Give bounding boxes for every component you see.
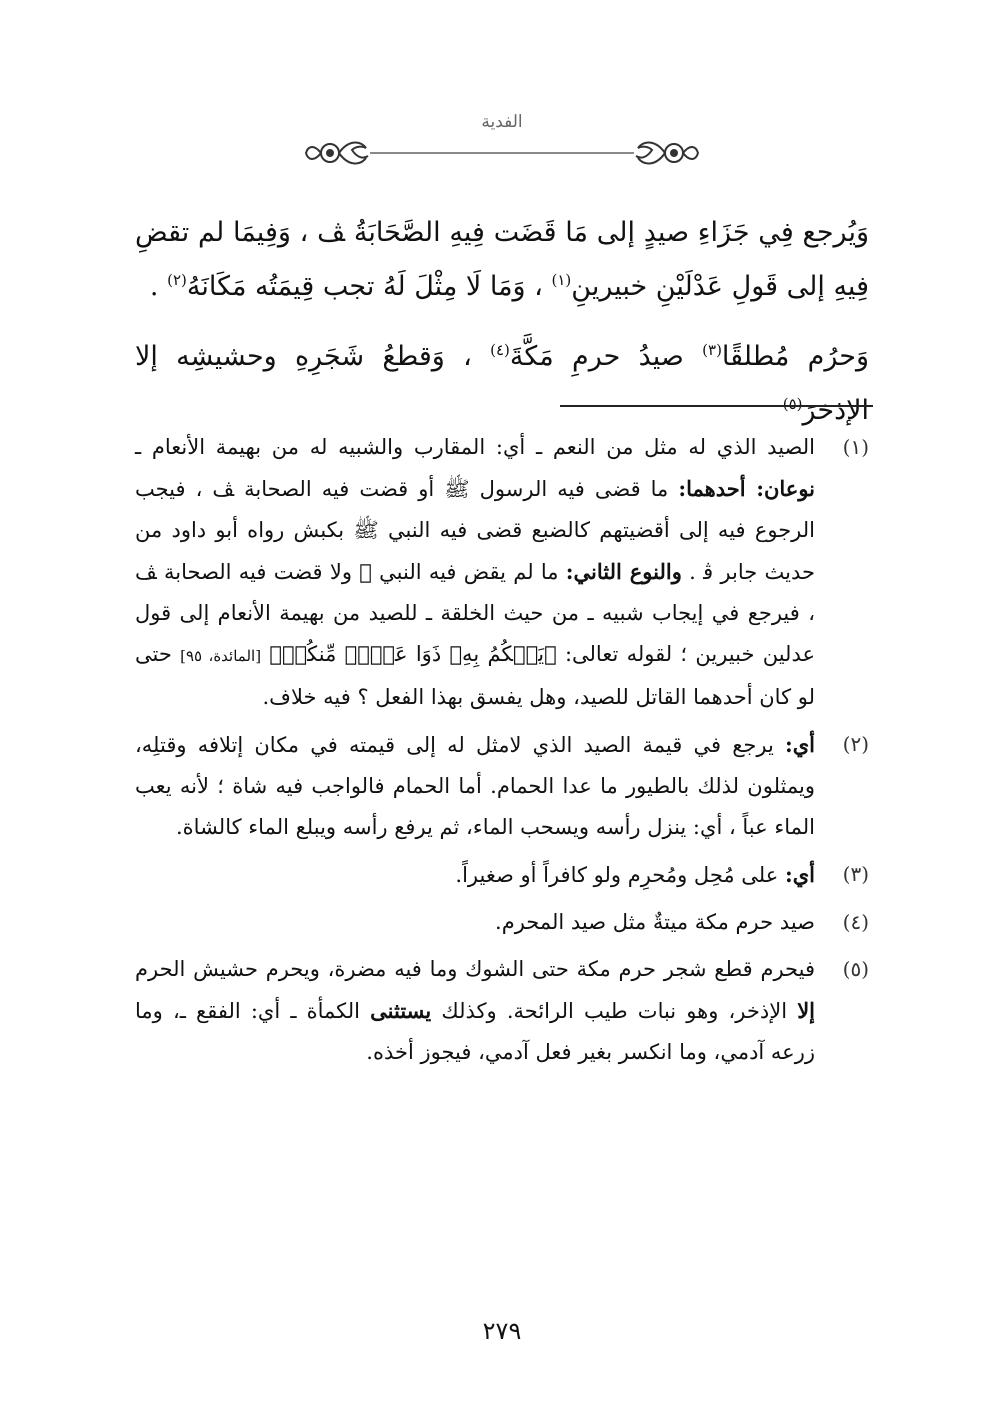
footnote-number: (٢) <box>842 732 869 756</box>
matn-text: وَحرُم مُطلقًا <box>721 341 869 372</box>
footnote-span: فيحرم قطع شجر حرم مكة حتى الشوك وما فيه مضرة، ويحرم حشيش الحرم <box>135 957 815 981</box>
footnote-4 <box>135 902 869 943</box>
footnote-span: الإذخر، وهو نبات طيب الرائحة. وكذلك <box>431 999 798 1023</box>
footnote-span: صيد حرم مكة ميتةٌ مثل صيد المحرم. <box>495 910 815 934</box>
quran-reference: [المائدة، ٩٥] <box>180 647 262 665</box>
footnote-text <box>135 427 815 718</box>
footnote-bold: يستثنى <box>370 998 432 1023</box>
footnote-span: ما قضى فيه الرسول ﷺ أو قضت فيه الصحابة ﭫ ، فيجب الرجوع فيه إلى أقضيتهم كالضبع قضى فيه النبي ﷺ بكبش رواه أبو داود من حديث جابر ﭬ . <box>135 477 815 584</box>
footnote-separator <box>560 405 873 407</box>
header-ornament-icon <box>300 136 704 170</box>
main-paragraph-2 <box>135 330 869 438</box>
footnote-text <box>135 949 815 1073</box>
footnote-5 <box>135 949 869 1073</box>
footnote-number: (٥) <box>842 957 869 981</box>
footnote-text <box>135 854 815 896</box>
footnote-number: (٣) <box>842 862 869 886</box>
running-title: الفدية <box>481 112 523 132</box>
footnote-text <box>135 902 815 943</box>
main-text <box>135 206 869 438</box>
footnote-ref-4[interactable]: (٤) <box>490 341 510 359</box>
matn-text: صيدُ حرمِ مَكَّةَ <box>509 341 684 372</box>
footnote-1 <box>135 427 869 718</box>
footnote-bold: والنوع الثاني: <box>565 559 682 584</box>
footnote-ref-5[interactable]: (٥) <box>782 395 803 413</box>
footnote-span: الصيد الذي له مثل من النعم ـ أي: المقارب والشبيه له من بهيمة الأنعام ـ <box>135 435 815 459</box>
footnote-ref-3[interactable]: (٣) <box>702 341 722 359</box>
footnote-span: على مُحِل ومُحرِم ولو كافراً أو صغيراً. <box>455 863 785 887</box>
footnote-2 <box>135 724 869 848</box>
footnotes <box>135 427 869 1079</box>
footnote-bold: أي: <box>784 862 815 887</box>
footnote-ref-2[interactable]: (٢) <box>167 271 187 289</box>
matn-text: وَيُرجع فِي جَزَاءِ صيدٍ إلى مَا قَضَت فِيهِ الصَّحَابَةُ ﭫ ، وَفِيمَا لم تقضِ فِيهِ إلى قَولِ عَدْلَيْنِ خبيرينِ <box>135 217 869 302</box>
footnote-bold: إلا <box>797 998 815 1023</box>
footnote-bold: نوعان: أحدهما: <box>678 476 816 501</box>
footnote-3 <box>135 854 869 896</box>
matn-text: . <box>149 271 159 302</box>
footnote-span: الكمأة ـ أي: الفقع ـ، وما زرعه آدمي، وما انكسر بغير فعل آدمي، فيجوز أخذه. <box>135 999 815 1064</box>
footnote-number: (١) <box>842 435 869 459</box>
page-header <box>300 112 704 170</box>
footnote-ref-1[interactable]: (١) <box>551 271 572 289</box>
footnote-span: يرجع في قيمة الصيد الذي لامثل له إلى قيمته في مكان إتلافه وقتلِه، ويمثلون لذلك بالطيور ما عدا الحمام. أما الحمام فالواجب فيه شاة ؛ لأنه يعب الماء عباً ، أي: ينزل رأسه ويسحب الماء، ثم يرفع رأسه ويبلع الماء كالشاة. <box>135 733 815 839</box>
footnote-span: ما لم يقض فيه النبي ﷺ ولا قضت فيه الصحابة ﭫ ، فيرجع في إيجاب شبيه ـ من حيث الخلقة ـ للصيد من بهيمة الأنعام إلى قول عدلين خبيرين ؛ لقوله تعالى: ﴿يَحۡكُمُ بِهِۦ ذَوَا عَدۡلٖ مِّنكُمۡ﴾ <box>135 560 815 666</box>
footnote-number: (٤) <box>842 910 869 934</box>
footnote-span: حتى لو كان أحدهما القاتل للصيد، وهل يفسق بهذا الفعل ؟ فيه خلاف. <box>135 642 815 709</box>
footnote-bold: أي: <box>784 732 815 757</box>
footnote-text <box>135 724 815 848</box>
matn-text: ، وَقطعُ شَجَرِهِ وحشيشِه إلا الإذخرَ <box>135 341 869 426</box>
page-number: ٢٧٩ <box>482 1317 522 1345</box>
matn-text: ، وَمَا لَا مِثْلَ لَهُ تجب قِيمَتُه مَكَانَهُ <box>186 271 543 302</box>
main-paragraph-1 <box>135 206 869 314</box>
